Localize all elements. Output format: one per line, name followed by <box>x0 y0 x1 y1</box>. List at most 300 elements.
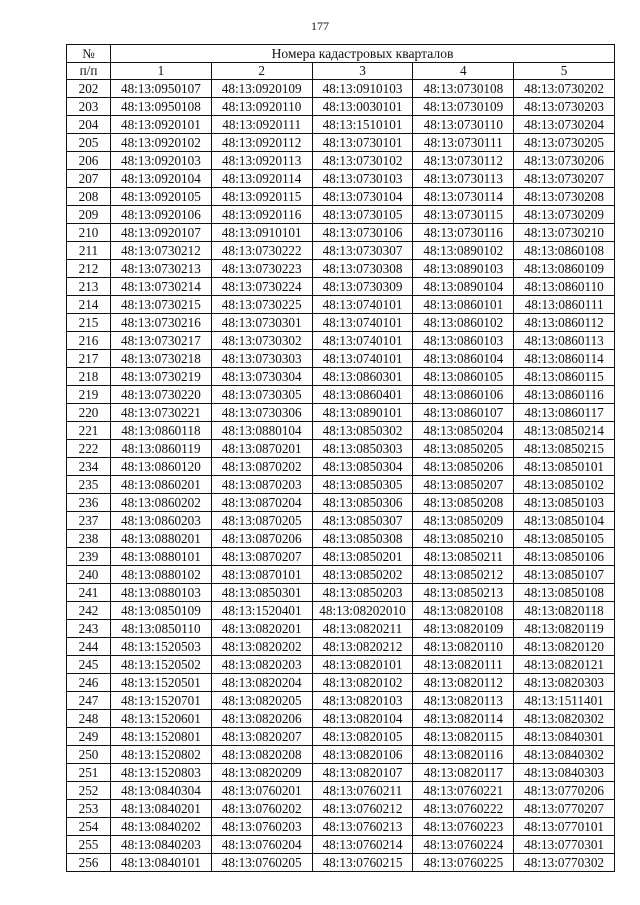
cadastral-number-cell: 48:13:0730218 <box>111 350 212 368</box>
table-row <box>67 206 615 224</box>
row-number-cell: 251 <box>67 764 111 782</box>
row-number-cell: 209 <box>67 206 111 224</box>
cadastral-number-cell: 48:13:0740101 <box>312 314 413 332</box>
cadastral-number-cell: 48:13:0860116 <box>514 386 615 404</box>
cadastral-number-cell: 48:13:0910103 <box>312 80 413 98</box>
cadastral-number-cell: 48:13:0860105 <box>413 368 514 386</box>
table-row <box>67 530 615 548</box>
cadastral-number-cell: 48:13:0730202 <box>514 80 615 98</box>
row-number-cell: 248 <box>67 710 111 728</box>
row-number-cell: 214 <box>67 296 111 314</box>
table-row <box>67 98 615 116</box>
cadastral-number-cell: 48:13:0760202 <box>211 800 312 818</box>
cadastral-number-cell: 48:13:0730225 <box>211 296 312 314</box>
table-row <box>67 188 615 206</box>
cadastral-number-cell: 48:13:0850106 <box>514 548 615 566</box>
row-number-cell: 240 <box>67 566 111 584</box>
cadastral-number-cell: 48:13:0770207 <box>514 800 615 818</box>
cadastral-number-cell: 48:13:0860106 <box>413 386 514 404</box>
cadastral-number-cell: 48:13:0850110 <box>111 620 212 638</box>
cadastral-number-cell: 48:13:0820120 <box>514 638 615 656</box>
cadastral-number-cell: 48:13:0730308 <box>312 260 413 278</box>
cadastral-number-cell: 48:13:0870207 <box>211 548 312 566</box>
table-row <box>67 332 615 350</box>
cadastral-number-cell: 48:13:0730224 <box>211 278 312 296</box>
cadastral-number-cell: 48:13:0820118 <box>514 602 615 620</box>
cadastral-number-cell: 48:13:0820203 <box>211 656 312 674</box>
cadastral-number-cell: 48:13:0860109 <box>514 260 615 278</box>
cadastral-number-cell: 48:13:0770101 <box>514 818 615 836</box>
table-header <box>67 45 615 80</box>
row-number-cell: 210 <box>67 224 111 242</box>
table-row <box>67 710 615 728</box>
table-row <box>67 548 615 566</box>
row-number-cell: 208 <box>67 188 111 206</box>
column-number: 4 <box>413 63 514 80</box>
cadastral-number-cell: 48:13:0860120 <box>111 458 212 476</box>
cadastral-number-cell: 48:13:0820105 <box>312 728 413 746</box>
cadastral-number-cell: 48:13:0730214 <box>111 278 212 296</box>
cadastral-number-cell: 48:13:0730210 <box>514 224 615 242</box>
cadastral-number-cell: 48:13:0730106 <box>312 224 413 242</box>
cadastral-number-cell: 48:13:0760211 <box>312 782 413 800</box>
cadastral-number-cell: 48:13:0920110 <box>211 98 312 116</box>
cadastral-number-cell: 48:13:0870203 <box>211 476 312 494</box>
row-number-cell: 253 <box>67 800 111 818</box>
cadastral-number-cell: 48:13:0850107 <box>514 566 615 584</box>
cadastral-number-cell: 48:13:0860119 <box>111 440 212 458</box>
cadastral-number-cell: 48:13:0820113 <box>413 692 514 710</box>
cadastral-number-cell: 48:13:0920101 <box>111 116 212 134</box>
row-number-cell: 221 <box>67 422 111 440</box>
cadastral-number-cell: 48:13:0950107 <box>111 80 212 98</box>
cadastral-number-cell: 48:13:0850204 <box>413 422 514 440</box>
cadastral-number-cell: 48:13:0860301 <box>312 368 413 386</box>
cadastral-number-cell: 48:13:0730103 <box>312 170 413 188</box>
cadastral-number-cell: 48:13:0820109 <box>413 620 514 638</box>
cadastral-number-cell: 48:13:0730203 <box>514 98 615 116</box>
header-row-top <box>67 45 615 63</box>
cadastral-number-cell: 48:13:1511401 <box>514 692 615 710</box>
cadastral-number-cell: 48:13:0850305 <box>312 476 413 494</box>
cadastral-number-cell: 48:13:0730303 <box>211 350 312 368</box>
cadastral-number-cell: 48:13:0760215 <box>312 854 413 872</box>
cadastral-number-cell: 48:13:0860101 <box>413 296 514 314</box>
cadastral-number-cell: 48:13:0920105 <box>111 188 212 206</box>
table-row <box>67 170 615 188</box>
row-number-cell: 216 <box>67 332 111 350</box>
cadastral-number-cell: 48:13:1520502 <box>111 656 212 674</box>
row-number-cell: 219 <box>67 386 111 404</box>
cadastral-number-cell: 48:13:0840202 <box>111 818 212 836</box>
cadastral-number-cell: 48:13:0820205 <box>211 692 312 710</box>
cadastral-number-cell: 48:13:0820104 <box>312 710 413 728</box>
cadastral-number-cell: 48:13:0920102 <box>111 134 212 152</box>
table-row <box>67 638 615 656</box>
cadastral-number-cell: 48:13:0850213 <box>413 584 514 602</box>
table-row <box>67 476 615 494</box>
cadastral-number-cell: 48:13:0730220 <box>111 386 212 404</box>
table-row <box>67 656 615 674</box>
cadastral-number-cell: 48:13:0850307 <box>312 512 413 530</box>
table-row <box>67 584 615 602</box>
cadastral-number-cell: 48:13:0820112 <box>413 674 514 692</box>
cadastral-number-cell: 48:13:0880102 <box>111 566 212 584</box>
cadastral-number-cell: 48:13:0920111 <box>211 116 312 134</box>
row-number-cell: 202 <box>67 80 111 98</box>
cadastral-number-cell: 48:13:0860201 <box>111 476 212 494</box>
cadastral-number-cell: 48:13:0730301 <box>211 314 312 332</box>
cadastral-number-cell: 48:13:1510101 <box>312 116 413 134</box>
cadastral-number-cell: 48:13:0770206 <box>514 782 615 800</box>
cadastral-number-cell: 48:13:0730223 <box>211 260 312 278</box>
cadastral-number-cell: 48:13:0820115 <box>413 728 514 746</box>
column-number: 5 <box>514 63 615 80</box>
cadastral-number-cell: 48:13:0910101 <box>211 224 312 242</box>
table-row <box>67 296 615 314</box>
cadastral-number-cell: 48:13:0890103 <box>413 260 514 278</box>
cadastral-number-cell: 48:13:0850104 <box>514 512 615 530</box>
table-row <box>67 764 615 782</box>
table-row <box>67 818 615 836</box>
cadastral-number-cell: 48:13:0820114 <box>413 710 514 728</box>
row-number-cell: 247 <box>67 692 111 710</box>
cadastral-number-cell: 48:13:1520803 <box>111 764 212 782</box>
cadastral-number-cell: 48:13:0730215 <box>111 296 212 314</box>
cadastral-number-cell: 48:13:0760214 <box>312 836 413 854</box>
cadastral-number-cell: 48:13:1520401 <box>211 602 312 620</box>
cadastral-number-cell: 48:13:0920114 <box>211 170 312 188</box>
cadastral-number-cell: 48:13:1520501 <box>111 674 212 692</box>
table-row <box>67 116 615 134</box>
cadastral-number-cell: 48:13:0820212 <box>312 638 413 656</box>
table-row <box>67 260 615 278</box>
cadastral-number-cell: 48:13:0880201 <box>111 530 212 548</box>
cadastral-number-cell: 48:13:0860104 <box>413 350 514 368</box>
cadastral-number-cell: 48:13:1520503 <box>111 638 212 656</box>
cadastral-number-cell: 48:13:0860115 <box>514 368 615 386</box>
table-row <box>67 458 615 476</box>
header-row-column-numbers <box>67 63 615 80</box>
table-row <box>67 512 615 530</box>
row-number-cell: 256 <box>67 854 111 872</box>
cadastral-number-cell: 48:13:1520701 <box>111 692 212 710</box>
cadastral-number-cell: 48:13:0860203 <box>111 512 212 530</box>
cadastral-number-cell: 48:13:0870201 <box>211 440 312 458</box>
cadastral-number-cell: 48:13:0820111 <box>413 656 514 674</box>
cadastral-number-cell: 48:13:0870206 <box>211 530 312 548</box>
cadastral-number-cell: 48:13:1520601 <box>111 710 212 728</box>
table-row <box>67 404 615 422</box>
cadastral-number-cell: 48:13:0850207 <box>413 476 514 494</box>
row-number-cell: 217 <box>67 350 111 368</box>
column-number: 2 <box>211 63 312 80</box>
cadastral-quarters-table <box>66 44 615 872</box>
cadastral-number-cell: 48:13:0760203 <box>211 818 312 836</box>
cadastral-number-cell: 48:13:0850102 <box>514 476 615 494</box>
table-row <box>67 314 615 332</box>
cadastral-number-cell: 48:13:0730209 <box>514 206 615 224</box>
cadastral-number-cell: 48:13:0920113 <box>211 152 312 170</box>
cadastral-number-cell: 48:13:0850108 <box>514 584 615 602</box>
cadastral-number-cell: 48:13:0730114 <box>413 188 514 206</box>
cadastral-number-cell: 48:13:0880104 <box>211 422 312 440</box>
cadastral-number-cell: 48:13:0730222 <box>211 242 312 260</box>
table-row <box>67 80 615 98</box>
row-number-cell: 235 <box>67 476 111 494</box>
cadastral-number-cell: 48:13:1520801 <box>111 728 212 746</box>
cadastral-number-cell: 48:13:0850303 <box>312 440 413 458</box>
cadastral-number-cell: 48:13:0730111 <box>413 134 514 152</box>
table-row <box>67 746 615 764</box>
column-number: 3 <box>312 63 413 80</box>
cadastral-number-cell: 48:13:0820119 <box>514 620 615 638</box>
cadastral-number-cell: 48:13:0860108 <box>514 242 615 260</box>
header-number-abbrev: п/п <box>67 63 111 80</box>
table-row <box>67 782 615 800</box>
cadastral-number-cell: 48:13:0850211 <box>413 548 514 566</box>
cadastral-number-cell: 48:13:0860112 <box>514 314 615 332</box>
cadastral-number-cell: 48:13:0730213 <box>111 260 212 278</box>
cadastral-number-cell: 48:13:0840201 <box>111 800 212 818</box>
row-number-cell: 244 <box>67 638 111 656</box>
cadastral-number-cell: 48:13:0920106 <box>111 206 212 224</box>
cadastral-number-cell: 48:13:0950108 <box>111 98 212 116</box>
row-number-cell: 206 <box>67 152 111 170</box>
table-row <box>67 674 615 692</box>
cadastral-number-cell: 48:13:0820106 <box>312 746 413 764</box>
cadastral-number-cell: 48:13:0730307 <box>312 242 413 260</box>
cadastral-number-cell: 48:13:0920115 <box>211 188 312 206</box>
table-row <box>67 566 615 584</box>
cadastral-number-cell: 48:13:0820204 <box>211 674 312 692</box>
table-row <box>67 440 615 458</box>
table-row <box>67 800 615 818</box>
row-number-cell: 212 <box>67 260 111 278</box>
cadastral-number-cell: 48:13:0740101 <box>312 296 413 314</box>
cadastral-number-cell: 48:13:0730116 <box>413 224 514 242</box>
cadastral-number-cell: 48:13:0820303 <box>514 674 615 692</box>
cadastral-number-cell: 48:13:0920103 <box>111 152 212 170</box>
table-row <box>67 728 615 746</box>
cadastral-number-cell: 48:13:0730205 <box>514 134 615 152</box>
cadastral-number-cell: 48:13:0820108 <box>413 602 514 620</box>
cadastral-number-cell: 48:13:0760212 <box>312 800 413 818</box>
cadastral-number-cell: 48:13:0850212 <box>413 566 514 584</box>
row-number-cell: 236 <box>67 494 111 512</box>
cadastral-number-cell: 48:13:0730101 <box>312 134 413 152</box>
cadastral-number-cell: 48:13:0860102 <box>413 314 514 332</box>
cadastral-number-cell: 48:13:0860401 <box>312 386 413 404</box>
header-group-title: Номера кадастровых кварталов <box>111 45 615 63</box>
cadastral-number-cell: 48:13:0850306 <box>312 494 413 512</box>
cadastral-number-cell: 48:13:0860118 <box>111 422 212 440</box>
cadastral-number-cell: 48:13:0850206 <box>413 458 514 476</box>
cadastral-number-cell: 48:13:0920107 <box>111 224 212 242</box>
cadastral-number-cell: 48:13:0870204 <box>211 494 312 512</box>
row-number-cell: 243 <box>67 620 111 638</box>
cadastral-number-cell: 48:13:0850214 <box>514 422 615 440</box>
cadastral-number-cell: 48:13:0820117 <box>413 764 514 782</box>
cadastral-number-cell: 48:13:0860202 <box>111 494 212 512</box>
cadastral-number-cell: 48:13:0890102 <box>413 242 514 260</box>
table-row <box>67 494 615 512</box>
table-row <box>67 422 615 440</box>
cadastral-number-cell: 48:13:0730217 <box>111 332 212 350</box>
cadastral-number-cell: 48:13:0760213 <box>312 818 413 836</box>
cadastral-number-cell: 48:13:0760204 <box>211 836 312 854</box>
cadastral-number-cell: 48:13:0920116 <box>211 206 312 224</box>
row-number-cell: 252 <box>67 782 111 800</box>
cadastral-number-cell: 48:13:0730112 <box>413 152 514 170</box>
cadastral-number-cell: 48:13:0890101 <box>312 404 413 422</box>
row-number-cell: 254 <box>67 818 111 836</box>
cadastral-number-cell: 48:13:0920109 <box>211 80 312 98</box>
table-row <box>67 278 615 296</box>
header-number-symbol: № <box>67 45 111 63</box>
cadastral-number-cell: 48:13:0840301 <box>514 728 615 746</box>
cadastral-number-cell: 48:13:0820102 <box>312 674 413 692</box>
cadastral-number-cell: 48:13:0820206 <box>211 710 312 728</box>
cadastral-number-cell: 48:13:0880101 <box>111 548 212 566</box>
table-row <box>67 350 615 368</box>
cadastral-number-cell: 48:13:0820202 <box>211 638 312 656</box>
row-number-cell: 218 <box>67 368 111 386</box>
cadastral-number-cell: 48:13:0770302 <box>514 854 615 872</box>
cadastral-number-cell: 48:13:0730309 <box>312 278 413 296</box>
cadastral-number-cell: 48:13:0850101 <box>514 458 615 476</box>
cadastral-number-cell: 48:13:0730109 <box>413 98 514 116</box>
cadastral-number-cell: 48:13:0730221 <box>111 404 212 422</box>
cadastral-number-cell: 48:13:0840304 <box>111 782 212 800</box>
table-row <box>67 242 615 260</box>
row-number-cell: 238 <box>67 530 111 548</box>
cadastral-number-cell: 48:13:0730212 <box>111 242 212 260</box>
row-number-cell: 205 <box>67 134 111 152</box>
cadastral-number-cell: 48:13:0860113 <box>514 332 615 350</box>
table-row <box>67 692 615 710</box>
cadastral-number-cell: 48:13:0850302 <box>312 422 413 440</box>
cadastral-number-cell: 48:13:0770301 <box>514 836 615 854</box>
row-number-cell: 203 <box>67 98 111 116</box>
cadastral-number-cell: 48:13:0850109 <box>111 602 212 620</box>
row-number-cell: 239 <box>67 548 111 566</box>
table-row <box>67 386 615 404</box>
cadastral-number-cell: 48:13:0820211 <box>312 620 413 638</box>
cadastral-number-cell: 48:13:0730204 <box>514 116 615 134</box>
cadastral-number-cell: 48:13:0730105 <box>312 206 413 224</box>
table-row <box>67 602 615 620</box>
cadastral-number-cell: 48:13:0850201 <box>312 548 413 566</box>
cadastral-number-cell: 48:13:0730304 <box>211 368 312 386</box>
cadastral-number-cell: 48:13:0730219 <box>111 368 212 386</box>
table-row <box>67 152 615 170</box>
cadastral-number-cell: 48:13:0730113 <box>413 170 514 188</box>
row-number-cell: 241 <box>67 584 111 602</box>
cadastral-number-cell: 48:13:0820207 <box>211 728 312 746</box>
column-number: 1 <box>111 63 212 80</box>
row-number-cell: 211 <box>67 242 111 260</box>
page-number: 177 <box>311 19 329 33</box>
row-number-cell: 204 <box>67 116 111 134</box>
cadastral-number-cell: 48:13:0850202 <box>312 566 413 584</box>
cadastral-number-cell: 48:13:0860117 <box>514 404 615 422</box>
cadastral-number-cell: 48:13:0850308 <box>312 530 413 548</box>
cadastral-number-cell: 48:13:0730306 <box>211 404 312 422</box>
cadastral-number-cell: 48:13:0730115 <box>413 206 514 224</box>
cadastral-number-cell: 48:13:0730110 <box>413 116 514 134</box>
cadastral-number-cell: 48:13:0730216 <box>111 314 212 332</box>
row-number-cell: 249 <box>67 728 111 746</box>
cadastral-number-cell: 48:13:0920104 <box>111 170 212 188</box>
cadastral-number-cell: 48:13:0850205 <box>413 440 514 458</box>
cadastral-number-cell: 48:13:0760223 <box>413 818 514 836</box>
cadastral-number-cell: 48:13:0730108 <box>413 80 514 98</box>
row-number-cell: 242 <box>67 602 111 620</box>
table-row <box>67 620 615 638</box>
cadastral-number-cell: 48:13:0860107 <box>413 404 514 422</box>
table-row <box>67 836 615 854</box>
cadastral-number-cell: 48:13:0840302 <box>514 746 615 764</box>
cadastral-number-cell: 48:13:0730207 <box>514 170 615 188</box>
cadastral-number-cell: 48:13:0820302 <box>514 710 615 728</box>
cadastral-number-cell: 48:13:0890104 <box>413 278 514 296</box>
cadastral-number-cell: 48:13:0820201 <box>211 620 312 638</box>
cadastral-number-cell: 48:13:0870202 <box>211 458 312 476</box>
cadastral-number-cell: 48:13:0730102 <box>312 152 413 170</box>
cadastral-number-cell: 48:13:0820121 <box>514 656 615 674</box>
row-number-cell: 246 <box>67 674 111 692</box>
cadastral-number-cell: 48:13:0760224 <box>413 836 514 854</box>
cadastral-number-cell: 48:13:0850304 <box>312 458 413 476</box>
cadastral-number-cell: 48:13:0820107 <box>312 764 413 782</box>
row-number-cell: 245 <box>67 656 111 674</box>
cadastral-number-cell: 48:13:0850203 <box>312 584 413 602</box>
cadastral-number-cell: 48:13:0760205 <box>211 854 312 872</box>
table-body <box>67 80 615 872</box>
cadastral-number-cell: 48:13:0740101 <box>312 332 413 350</box>
cadastral-number-cell: 48:13:0850210 <box>413 530 514 548</box>
cadastral-number-cell: 48:13:0840303 <box>514 764 615 782</box>
row-number-cell: 237 <box>67 512 111 530</box>
cadastral-number-cell: 48:13:0850215 <box>514 440 615 458</box>
cadastral-number-cell: 48:13:0840203 <box>111 836 212 854</box>
cadastral-number-cell: 48:13:0820110 <box>413 638 514 656</box>
cadastral-number-cell: 48:13:0730305 <box>211 386 312 404</box>
cadastral-number-cell: 48:13:0880103 <box>111 584 212 602</box>
cadastral-number-cell: 48:13:0820116 <box>413 746 514 764</box>
cadastral-number-cell: 48:13:0840101 <box>111 854 212 872</box>
cadastral-number-cell: 48:13:0850209 <box>413 512 514 530</box>
cadastral-number-cell: 48:13:0860111 <box>514 296 615 314</box>
table-row <box>67 854 615 872</box>
cadastral-number-cell: 48:13:0860103 <box>413 332 514 350</box>
cadastral-number-cell: 48:13:0760225 <box>413 854 514 872</box>
row-number-cell: 213 <box>67 278 111 296</box>
row-number-cell: 215 <box>67 314 111 332</box>
row-number-cell: 234 <box>67 458 111 476</box>
cadastral-number-cell: 48:13:0850301 <box>211 584 312 602</box>
cadastral-number-cell: 48:13:0920112 <box>211 134 312 152</box>
cadastral-number-cell: 48:13:0850103 <box>514 494 615 512</box>
cadastral-number-cell: 48:13:0820101 <box>312 656 413 674</box>
cadastral-number-cell: 48:13:0820208 <box>211 746 312 764</box>
cadastral-number-cell: 48:13:0730302 <box>211 332 312 350</box>
cadastral-number-cell: 48:13:0860114 <box>514 350 615 368</box>
row-number-cell: 220 <box>67 404 111 422</box>
cadastral-number-cell: 48:13:0850208 <box>413 494 514 512</box>
row-number-cell: 222 <box>67 440 111 458</box>
